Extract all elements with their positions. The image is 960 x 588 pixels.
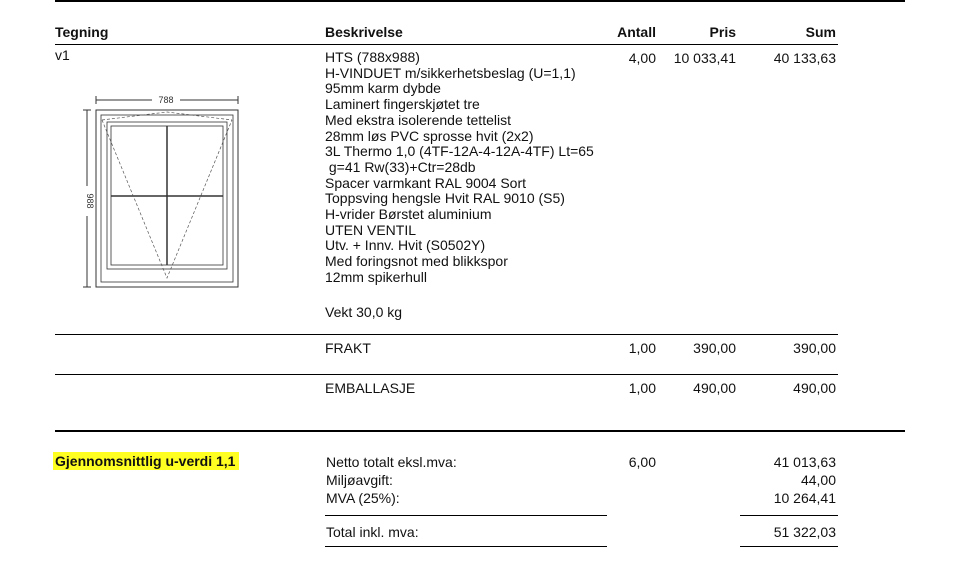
top-rule bbox=[55, 0, 905, 2]
total-value: 51 322,03 bbox=[773, 524, 836, 540]
description-line: Utv. + Innv. Hvit (S0502Y) bbox=[325, 237, 486, 254]
header-rule bbox=[55, 44, 838, 45]
u-value-label bbox=[53, 453, 239, 469]
env-fee-label: Miljøavgift: bbox=[326, 472, 393, 488]
net-total-sum: 41 013,63 bbox=[773, 454, 836, 470]
env-fee-value: 44,00 bbox=[800, 472, 836, 488]
header-quantity: Antall bbox=[617, 24, 656, 40]
item-sum: 40 133,63 bbox=[773, 50, 836, 66]
total-rule-left bbox=[325, 546, 607, 547]
vat-value: 10 264,41 bbox=[773, 490, 836, 506]
extra-label-emballasje: EMBALLASJE bbox=[325, 380, 416, 396]
description-line: 28mm løs PVC sprosse hvit (2x2) bbox=[325, 127, 534, 144]
description-line: 3L Thermo 1,0 (4TF-12A-4-12A-4TF) Lt=65 bbox=[325, 143, 594, 160]
item-price: 10 033,41 bbox=[673, 50, 736, 66]
extra-rule-1 bbox=[55, 374, 838, 375]
description-line: 12mm spikerhull bbox=[325, 268, 427, 285]
extra-price-frakt: 390,00 bbox=[693, 340, 736, 356]
description-line: 95mm karm dybde bbox=[325, 80, 441, 97]
description-line: HTS (788x988) bbox=[325, 49, 420, 65]
total-label: Total inkl. mva: bbox=[326, 524, 419, 540]
subtotal-rule-left bbox=[325, 515, 607, 516]
item-weight: Vekt 30,0 kg bbox=[325, 304, 403, 320]
vat-label: MVA (25%): bbox=[326, 490, 400, 506]
extra-label-frakt: FRAKT bbox=[325, 340, 371, 356]
net-total-quantity: 6,00 bbox=[628, 454, 656, 470]
extra-sum-frakt: 390,00 bbox=[793, 340, 836, 356]
description-line: Med foringsnot med blikkspor bbox=[325, 253, 508, 270]
item-rule bbox=[55, 334, 838, 335]
width-dimension-label: 788 bbox=[158, 95, 174, 105]
item-quantity: 4,00 bbox=[628, 50, 656, 66]
extra-quantity-frakt: 1,00 bbox=[628, 340, 656, 356]
header-description: Beskrivelse bbox=[325, 24, 403, 40]
description-line: Toppsving hengsle Hvit RAL 9010 (S5) bbox=[325, 190, 565, 207]
extra-quantity-emballasje: 1,00 bbox=[628, 380, 656, 396]
description-line: H-VINDUET m/sikkerhetsbeslag (U=1,1) bbox=[325, 64, 576, 81]
u-value-highlight: Gjennomsnittlig u-verdi 1,1 bbox=[53, 452, 239, 470]
net-total-label: Netto totalt eksl.mva: bbox=[326, 454, 457, 470]
description-line: Laminert fingerskjøtet tre bbox=[325, 96, 480, 113]
header-drawing: Tegning bbox=[55, 24, 109, 40]
description-line: Med ekstra isolerende tettelist bbox=[325, 111, 511, 128]
subtotal-rule-right bbox=[740, 515, 838, 516]
description-line: H-vrider Børstet aluminium bbox=[325, 206, 492, 222]
header-price: Pris bbox=[709, 24, 736, 40]
item-position: v1 bbox=[55, 47, 70, 63]
extra-price-emballasje: 490,00 bbox=[693, 380, 736, 396]
description-line: Spacer varmkant RAL 9004 Sort bbox=[325, 174, 527, 191]
window-drawing bbox=[78, 92, 248, 292]
totals-rule bbox=[55, 430, 905, 432]
header-sum: Sum bbox=[805, 24, 836, 40]
total-rule-right bbox=[740, 546, 838, 547]
extra-sum-emballasje: 490,00 bbox=[793, 380, 836, 396]
description-line: UTEN VENTIL bbox=[325, 221, 417, 238]
height-dimension-label: 988 bbox=[85, 193, 95, 209]
description-line: g=41 Rw(33)+Ctr=28db bbox=[325, 158, 476, 175]
